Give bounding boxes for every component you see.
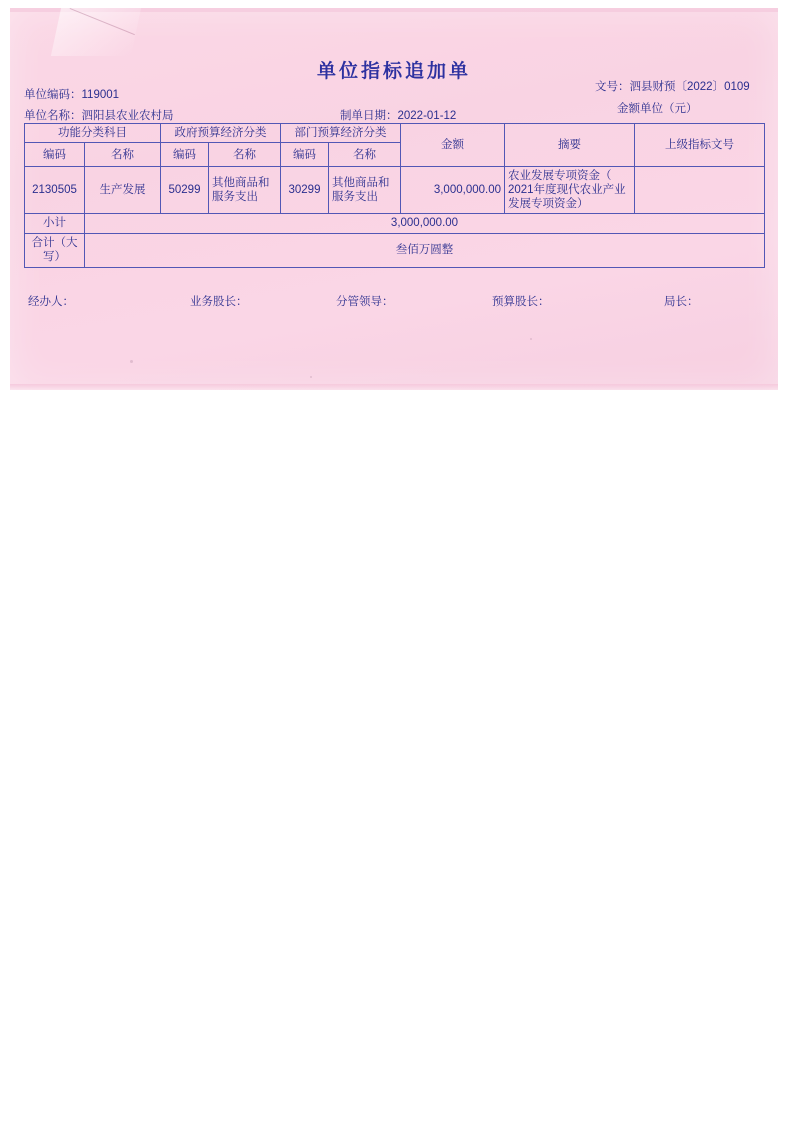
header-upper-doc-no: 上级指标文号	[635, 124, 765, 167]
subheader-gov-code: 编码	[161, 143, 209, 167]
cell-gov-name-line1: 其他商品和	[212, 177, 270, 190]
cell-dept-name	[329, 167, 401, 214]
cell-dept-name-line1: 其他商品和	[332, 177, 390, 190]
issue-date-value: 2022-01-12	[397, 110, 457, 122]
header-dept-economic-category: 部门预算经济分类	[281, 124, 401, 143]
header-gov-economic-category: 政府预算经济分类	[161, 124, 281, 143]
issue-date-label: 制单日期：	[340, 110, 398, 122]
cell-summary-line1: 农业发展专项资金（	[508, 170, 612, 183]
paper-fold-mark	[51, 8, 141, 56]
amount-unit-label: 金额单位（元）	[617, 103, 698, 115]
issue-date-field	[340, 107, 456, 123]
table-group-header-row	[25, 124, 765, 143]
header-amount: 金额	[401, 124, 505, 167]
unit-code-label: 单位编码：	[24, 89, 82, 101]
indicator-table	[24, 123, 765, 268]
signature-preparer: 经办人：	[28, 296, 74, 308]
subtotal-label: 小计	[25, 214, 85, 233]
page-title: 单位指标追加单	[316, 61, 471, 82]
signature-director: 局长：	[664, 296, 699, 308]
cell-func-name: 生产发展	[85, 167, 161, 214]
header-summary: 摘要	[505, 124, 635, 167]
subheader-dept-name: 名称	[329, 143, 401, 167]
signature-budget-chief: 预算股长：	[492, 296, 550, 308]
total-label: 合计（大写）	[25, 233, 85, 267]
cell-amount: 3,000,000.00	[401, 167, 505, 214]
cell-summary	[505, 167, 635, 214]
signature-supervising-leader: 分管领导：	[336, 296, 394, 308]
subtotal-value: 3,000,000.00	[85, 214, 765, 233]
subheader-func-name: 名称	[85, 143, 161, 167]
document-number-label: 文号：	[595, 81, 630, 93]
table-total-row	[25, 233, 765, 267]
cell-func-code: 2130505	[25, 167, 85, 214]
subheader-func-code: 编码	[25, 143, 85, 167]
table-row	[25, 167, 765, 214]
paper-fold-line	[70, 8, 135, 35]
unit-name-field	[24, 107, 174, 123]
cell-dept-name-line2: 服务支出	[332, 191, 378, 204]
scan-speck	[310, 376, 312, 378]
unit-name-label: 单位名称：	[24, 110, 82, 122]
subheader-gov-name: 名称	[209, 143, 281, 167]
signature-business-chief: 业务股长：	[190, 296, 248, 308]
document-number-field	[595, 78, 750, 94]
cell-gov-name	[209, 167, 281, 214]
scan-speck	[530, 338, 532, 340]
document-number-value: 泗县财预〔2022〕0109	[629, 81, 750, 93]
scan-speck	[130, 360, 133, 363]
subheader-dept-code: 编码	[281, 143, 329, 167]
cell-summary-line2: 2021年度现代农业产业	[508, 184, 626, 197]
cell-gov-name-line2: 服务支出	[212, 191, 258, 204]
cell-summary-line3: 发展专项资金）	[508, 198, 589, 211]
unit-code-value: 119001	[81, 89, 120, 101]
cell-gov-code: 50299	[161, 167, 209, 214]
cell-upper-doc-no	[635, 167, 765, 214]
cell-dept-code: 30299	[281, 167, 329, 214]
unit-code-field	[24, 86, 119, 102]
table-subtotal-row	[25, 214, 765, 233]
header-functional-category: 功能分类科目	[25, 124, 161, 143]
unit-name-value: 泗阳县农业农村局	[81, 110, 174, 122]
total-value: 叁佰万圆整	[85, 233, 765, 267]
scanned-form-sheet	[10, 8, 778, 390]
